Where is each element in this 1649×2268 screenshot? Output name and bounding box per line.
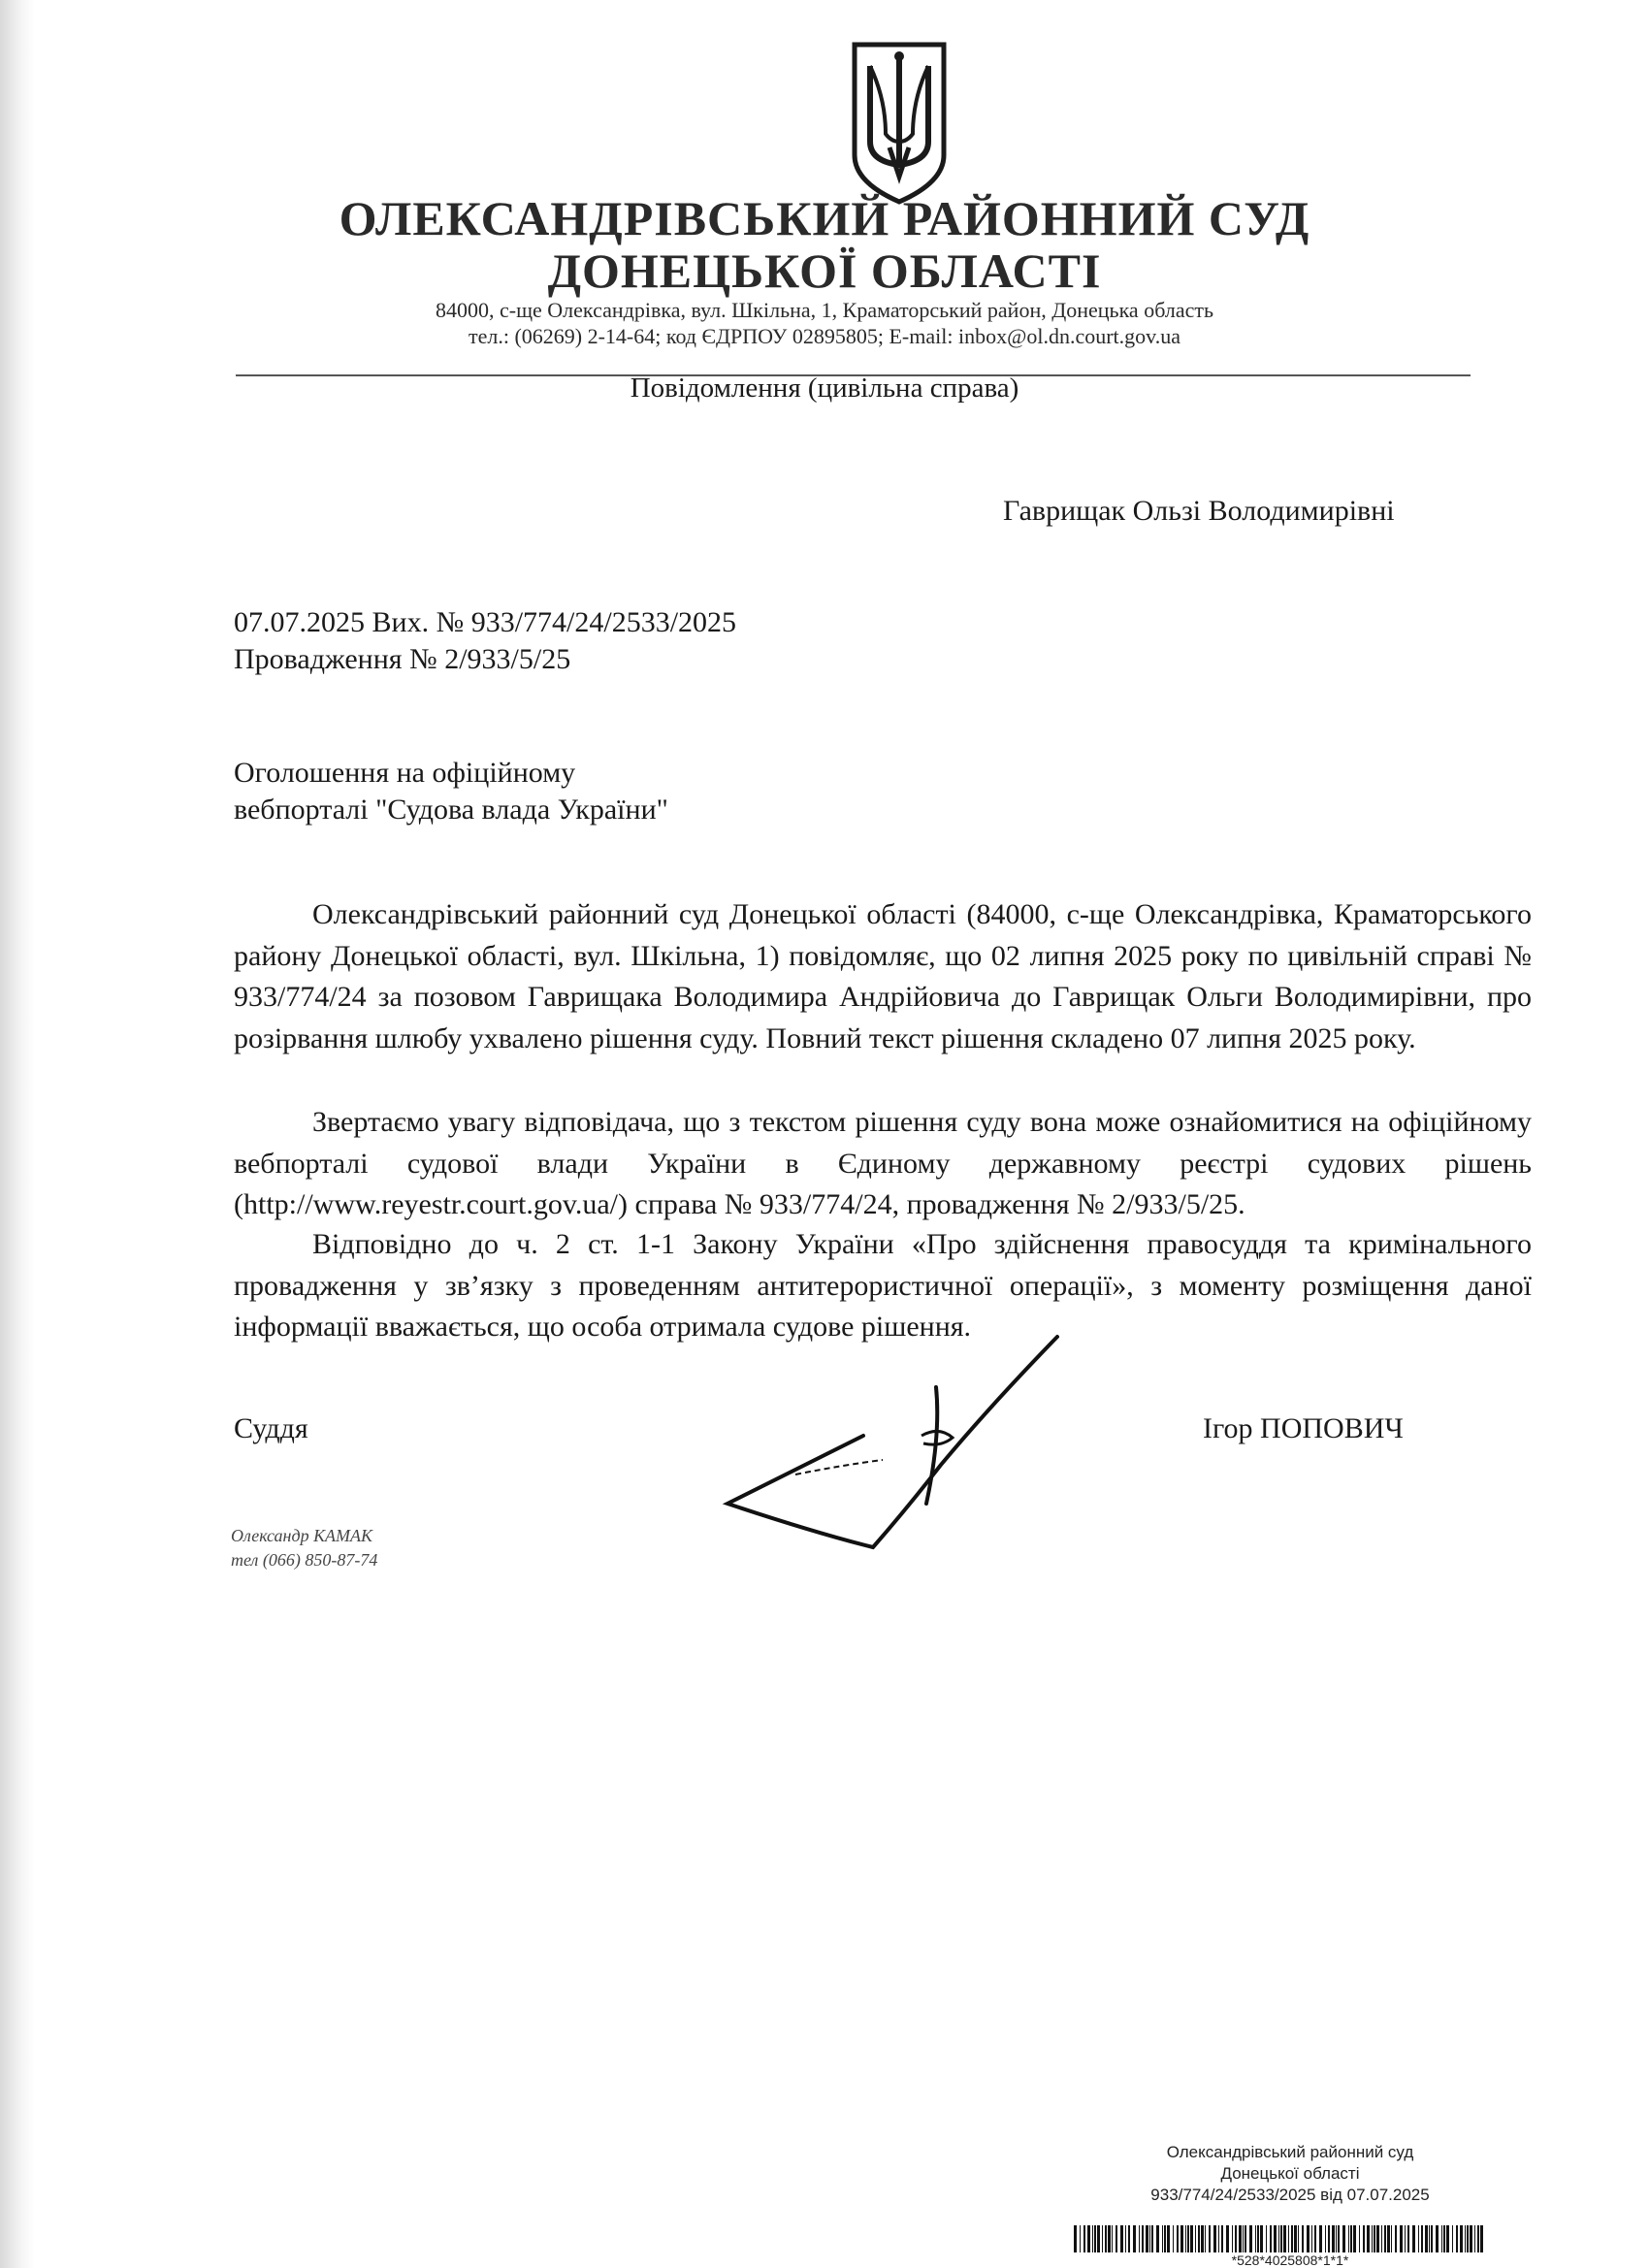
barcode-bar: [1164, 2225, 1166, 2252]
barcode-bar: [1350, 2225, 1352, 2252]
barcode-bar: [1474, 2225, 1475, 2252]
barcode-bar: [1307, 2225, 1310, 2252]
barcode-bar: [1257, 2225, 1259, 2252]
barcode-bar: [1441, 2225, 1442, 2252]
barcode-bar: [1336, 2225, 1337, 2252]
barcode-bar: [1319, 2225, 1322, 2252]
barcode-bar: [1245, 2225, 1246, 2252]
court-contacts: тел.: (06269) 2-14-64; код ЄДРПОУ 02895805; E-mail: inbox@ol.dn.court.gov.ua: [468, 324, 1180, 348]
barcode-bar: [1381, 2225, 1382, 2252]
barcode-bar: [1274, 2225, 1277, 2252]
barcode-bar: [1405, 2225, 1406, 2252]
stamp-registration-number: 933/774/24/2533/2025 від 07.07.2025: [1150, 2186, 1430, 2204]
barcode-bar: [1151, 2225, 1153, 2252]
barcode-bar: [1195, 2225, 1196, 2252]
barcode-bar: [1080, 2225, 1081, 2252]
recipient: Гаврищак Ользі Володимирівні: [1003, 495, 1395, 527]
executor-phone: тел (066) 850-87-74: [231, 1550, 378, 1570]
barcode-bar: [1384, 2225, 1386, 2252]
barcode-bar: [1477, 2225, 1479, 2252]
barcode-bar: [1226, 2225, 1229, 2252]
barcode-bar: [1235, 2225, 1237, 2252]
barcode-bar: [1187, 2225, 1189, 2252]
barcode-bar: [1266, 2225, 1267, 2252]
barcode-bar: [1332, 2225, 1335, 2252]
barcode-bar: [1400, 2225, 1403, 2252]
barcode-bar: [1218, 2225, 1219, 2252]
barcode-bar: [1302, 2225, 1304, 2252]
barcode-bar: [1460, 2225, 1463, 2252]
barcode-bar: [1294, 2225, 1297, 2252]
barcode-bar: [1467, 2225, 1469, 2252]
barcode-bar: [1201, 2225, 1204, 2252]
barcode-bar: [1156, 2225, 1159, 2252]
barcode-bar: [1291, 2225, 1293, 2252]
proceeding-number: Провадження № 2/933/5/25: [234, 643, 571, 675]
barcode-bar: [1412, 2225, 1415, 2252]
barcode-bar: [1328, 2225, 1330, 2252]
court-address: 84000, с-ще Олександрівка, вул. Шкільна, 1, Краматорський район, Донецька область: [436, 298, 1213, 322]
barcode-bar: [1465, 2225, 1466, 2252]
barcode-bar: [1374, 2225, 1375, 2252]
barcode-bar: [1407, 2225, 1409, 2252]
barcode-bar: [1372, 2225, 1373, 2252]
document-type: Повідомлення (цивільна справа): [630, 373, 1019, 404]
barcode-bar: [1443, 2225, 1445, 2252]
judge-role: Суддя: [234, 1412, 308, 1444]
barcode-bar: [1425, 2225, 1428, 2252]
barcode-bar: [1087, 2225, 1090, 2252]
judge-name: Ігор ПОПОВИЧ: [1203, 1412, 1404, 1444]
coat-of-arms-icon: [847, 41, 952, 206]
barcode-bar: [1338, 2225, 1340, 2252]
barcode-bar: [1431, 2225, 1433, 2252]
barcode-bar: [1452, 2225, 1453, 2252]
barcode-bar: [1311, 2225, 1312, 2252]
barcode-bar: [1221, 2225, 1223, 2252]
body-paragraph: Відповідно до ч. 2 ст. 1-1 Закону України «Про здійснення правосуддя та кримінального провадження у зв’язку з проведенням антитерористичної операції», з моменту розміщення даної інформації вважається, що особа отримала судове рішення.: [234, 1228, 1532, 1343]
barcode-bar: [1367, 2225, 1370, 2252]
barcode-text: *528*4025808*1*1*: [1231, 2252, 1349, 2268]
barcode-bar: [1348, 2225, 1349, 2252]
barcode-bar: [1325, 2225, 1326, 2252]
barcode-bar: [1094, 2225, 1096, 2252]
barcode-bar: [1298, 2225, 1299, 2252]
barcode-bar: [1280, 2225, 1282, 2252]
barcode-bar: [1149, 2225, 1150, 2252]
barcode-bar: [1112, 2225, 1113, 2252]
barcode-bar: [1288, 2225, 1289, 2252]
barcode-bar: [1446, 2225, 1449, 2252]
barcode-bar: [1125, 2225, 1126, 2252]
barcode-bar: [1232, 2225, 1233, 2252]
stamp-court: Олександрівський районний суд: [1166, 2143, 1414, 2161]
barcode-bar: [1249, 2225, 1252, 2252]
barcode-bar: [1342, 2225, 1345, 2252]
barcode-bar: [1120, 2225, 1123, 2252]
barcode-bar: [1139, 2225, 1140, 2252]
stamp-region: Донецької області: [1220, 2164, 1360, 2183]
barcode-bar: [1480, 2225, 1483, 2252]
barcode-bar: [1456, 2225, 1458, 2252]
barcode-bar: [1363, 2225, 1365, 2252]
barcode-bar: [1142, 2225, 1144, 2252]
barcode-bar: [1260, 2225, 1263, 2252]
barcode-bar: [1167, 2225, 1170, 2252]
handwritten-signature: [698, 1329, 1125, 1562]
barcode-bar: [1436, 2225, 1439, 2252]
barcode-bar: [1278, 2225, 1279, 2252]
barcode-bar: [1097, 2225, 1100, 2252]
barcode-bar: [1239, 2225, 1242, 2252]
barcode-bar: [1092, 2225, 1093, 2252]
barcode-bar: [1470, 2225, 1472, 2252]
barcode-bar: [1128, 2225, 1130, 2252]
body-paragraph: Звертаємо увагу відповідача, що з текстом рішення суду вона може ознайомитися на офіційному вебпорталі судової влади України в Єдиному державному реєстрі судових рішень (http://www.reyestr.court.gov.ua/) справа № 933/774/24, провадження № 2/933/5/25.: [234, 1106, 1532, 1220]
barcode-bar: [1185, 2225, 1186, 2252]
barcode-bar: [1209, 2225, 1211, 2252]
barcode-bar: [1429, 2225, 1430, 2252]
barcode-bar: [1418, 2225, 1419, 2252]
body-paragraph: Олександрівський районний суд Донецької області (84000, с-ще Олександрівка, Краматорського району Донецької області, вул. Шкільна, 1) повідомляє, що 02 липня 2025 року по цивільній справі № 933/774/24 за позовом Гаврищака Володимира Андрійовича до Гаврищак Ольги Володимирівни, про розірвання шлюбу ухвалено рішення суду. Повний текст рішення складено 07 липня 2025 року.: [234, 898, 1532, 1054]
announcement-heading-line1: Оголошення на офіційному: [234, 757, 576, 789]
barcode-bar: [1376, 2225, 1379, 2252]
barcode-bar: [1180, 2225, 1183, 2252]
barcode-bar: [1395, 2225, 1397, 2252]
barcode-bar: [1255, 2225, 1256, 2252]
announcement-heading-line2: вебпорталі "Судова влада України": [234, 794, 668, 826]
barcode-bar: [1173, 2225, 1174, 2252]
barcode-bar: [1116, 2225, 1117, 2252]
court-name-line2: ДОНЕЦЬКОЇ ОБЛАСТІ: [547, 243, 1102, 298]
barcode-bar: [1270, 2225, 1272, 2252]
barcode-bar: [1387, 2225, 1390, 2252]
barcode-bar: [1213, 2225, 1216, 2252]
court-name-line1: ОЛЕКСАНДРІВСЬКИЙ РАЙОННИЙ СУД: [339, 191, 1310, 245]
scan-edge-shadow: [0, 0, 35, 2268]
barcode-bar: [1102, 2225, 1103, 2252]
barcode-bar: [1205, 2225, 1206, 2252]
barcode-bar: [1162, 2225, 1163, 2252]
barcode-bar: [1105, 2225, 1107, 2252]
barcode-bar: [1283, 2225, 1286, 2252]
barcode: [1074, 2225, 1485, 2252]
barcode-bar: [1190, 2225, 1193, 2252]
barcode-bar: [1198, 2225, 1200, 2252]
registration-stamp: [1067, 2142, 1513, 2206]
executor-name: Олександр КАМАК: [231, 1526, 372, 1545]
barcode-bar: [1108, 2225, 1111, 2252]
barcode-bar: [1391, 2225, 1392, 2252]
outgoing-number: 07.07.2025 Вих. № 933/774/24/2533/2025: [234, 606, 737, 638]
barcode-bar: [1359, 2225, 1360, 2252]
barcode-bar: [1314, 2225, 1316, 2252]
barcode-bar: [1243, 2225, 1244, 2252]
barcode-bar: [1074, 2225, 1077, 2252]
barcode-bar: [1083, 2225, 1085, 2252]
barcode-bar: [1177, 2225, 1179, 2252]
barcode-bar: [1146, 2225, 1148, 2252]
barcode-bar: [1353, 2225, 1356, 2252]
barcode-bar: [1421, 2225, 1423, 2252]
barcode-bar: [1133, 2225, 1136, 2252]
